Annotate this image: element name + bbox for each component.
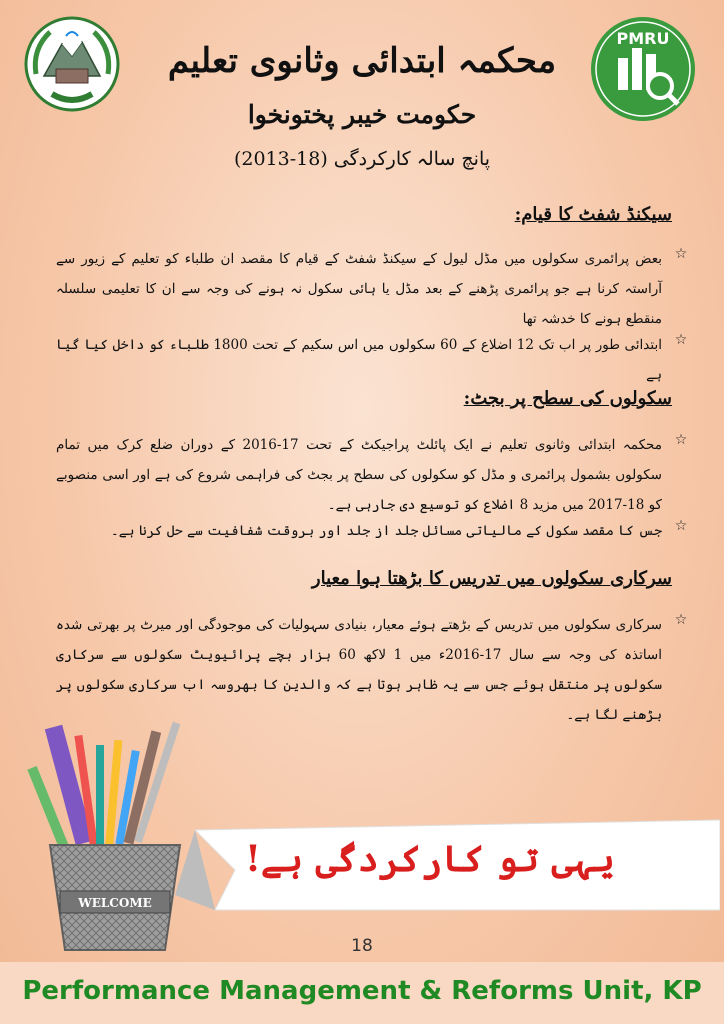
slogan-text: یہی تو کارکردگی ہے! xyxy=(245,838,615,880)
bullet-text: محکمہ ابتدائی وثانوی تعلیم نے ایک پائلٹ پراجیکٹ کے تحت 17-2016 کے دوران ضلع کرک میں تمام سکولوں بشمول پرائمری و مڈل کو سکولوں کی سطح پر بجٹ کی فراہمی شروع کی ہے اور اسی منصوبے کو 18-2017 میں مزید 8 اضلاع کو توسیع دی جارہی ہے۔ xyxy=(56,437,662,513)
list-item xyxy=(56,330,692,390)
section-heading-second-shift: سیکنڈ شفٹ کا قیام: xyxy=(514,204,672,225)
list-item xyxy=(56,430,692,520)
bullet-text: ابتدائی طور پر اب تک 12 اضلاع کے 60 سکولوں میں اس سکیم کے تحت 1800 طلباء کو داخل کیا گیا ہے xyxy=(56,337,662,383)
list-item xyxy=(56,244,692,334)
section-heading-school-budget: سکولوں کی سطح پر بجٹ: xyxy=(463,388,672,409)
star-bullet-icon: ☆ xyxy=(674,246,688,262)
star-bullet-icon: ☆ xyxy=(674,332,688,348)
footer-organization-name: Performance Management & Reforms Unit, KP xyxy=(22,976,702,1006)
star-bullet-icon: ☆ xyxy=(674,518,688,534)
star-bullet-icon: ☆ xyxy=(674,612,688,628)
list-item xyxy=(56,516,692,546)
period-heading: پانچ سالہ کارکردگی (18-2013) xyxy=(233,148,491,170)
star-bullet-icon: ☆ xyxy=(674,432,688,448)
page-number: 18 xyxy=(351,936,373,956)
section-heading-teaching-quality: سرکاری سکولوں میں تدریس کا بڑھتا ہوا معیار xyxy=(311,568,672,589)
kp-government-emblem-icon xyxy=(22,14,122,114)
bullet-text: سرکاری سکولوں میں تدریس کے بڑھتے ہوئے معیار، بنیادی سہولیات کی موجودگی اور میرٹ پر بھرتی شدہ اساتذہ کی وجہ سے سال 17-2016ء میں 1 لاکھ 60 ہزار بچے پرائیویٹ سکولوں سے سرکاری سکولوں پر منتقل ہوئے جس سے یہ ظاہر ہوتا ہے کہ والدین کا بھروسہ اب سرکاری سکولوں پر بڑھنے لگا ہے۔ xyxy=(56,617,662,723)
bullet-text: جس کا مقصد سکول کے مالیاتی مسائل جلد از جلد اور بروقت شفافیت سے حل کرنا ہے۔ xyxy=(110,523,662,539)
page-title: محکمہ ابتدائی وثانوی تعلیم xyxy=(167,41,557,81)
pmru-logo-text: PMRU xyxy=(616,29,670,48)
pmru-logo-icon xyxy=(588,14,698,124)
page-subtitle: حکومت خیبر پختونخوا xyxy=(247,100,477,129)
bullet-text: بعض پرائمری سکولوں میں مڈل لیول کے سیکنڈ شفٹ کے قیام کا مقصد ان طلباء کو تعلیم کے زیور سے آراستہ کرنا ہے جو پرائمری پڑھنے کے بعد مڈل یا ہائی سکول نہ ہونے کی وجہ سے ان کا تعلیمی سلسلہ منقطع ہونے کا خدشہ تھا xyxy=(56,251,662,327)
basket-label: WELCOME xyxy=(78,896,152,910)
